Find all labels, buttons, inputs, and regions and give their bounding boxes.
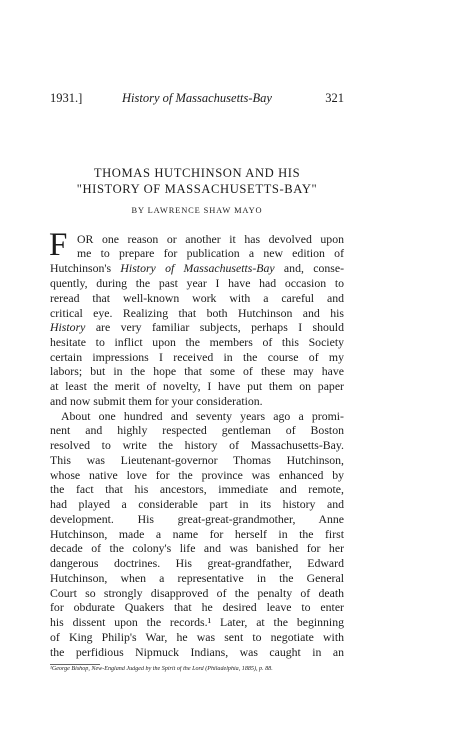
- text-line: his dissent upon the records.¹ Later, at the beginning: [50, 615, 344, 629]
- text-line: This was Lieutenant-governor Thomas Hutchinson,: [50, 453, 344, 467]
- text-line: dangerous doctrines. His great-grandfather, Edward: [50, 556, 344, 570]
- text-line: reread that well-known work with a careful and: [50, 291, 344, 305]
- text-line: Hutchinson, when a representative in the General: [50, 571, 344, 585]
- text-line: certain impressions I received in the course of my: [50, 350, 344, 364]
- text-line: critical eye. Realizing that both Hutchinson and his: [50, 306, 344, 320]
- running-head: [50, 91, 344, 109]
- text-line: labors; but in the hope that some of these may have: [50, 364, 344, 378]
- author-byline: BY LAWRENCE SHAW MAYO: [131, 206, 263, 215]
- text-line: the perfidious Nipmuck Indians, was caught in an: [50, 645, 344, 659]
- text-line: of King Philip's War, he was sent to negotiate with: [50, 630, 344, 644]
- text-line: whose native love for the province was enhanced by: [50, 468, 344, 482]
- text-line: History are very familiar subjects, perhaps I should: [50, 320, 344, 334]
- text-line: Hutchinson, made a name for herself in the first: [50, 527, 344, 541]
- footnote: ¹George Bishop, New-England Judged by the Spirit of the Lord (Philadelphia, 1885), p. 88.: [50, 666, 273, 672]
- page-number: 321: [325, 91, 344, 105]
- text-line: for obdurate Quakers that he desired leave to enter: [50, 600, 344, 614]
- text-line: me to prepare for publication a new edition of: [77, 246, 344, 260]
- text-line: resolved to write the history of Massachusetts-Bay.: [50, 438, 344, 452]
- article-title-line-1: THOMAS HUTCHINSON AND HIS: [93, 166, 301, 180]
- running-head-year: 1931.]: [50, 91, 83, 105]
- article-title-line-2: "HISTORY OF MASSACHUSETTS-BAY": [76, 182, 318, 196]
- text-line: Hutchinson's History of Massachusetts-Bay and, conse-: [50, 261, 344, 275]
- text-line: decade of the colony's life and was banished for her: [50, 541, 344, 555]
- drop-cap: F: [49, 227, 68, 263]
- text-line: development. His great-great-grandmother, Anne: [50, 512, 344, 526]
- text-line: About one hundred and seventy years ago a promi-: [61, 409, 344, 423]
- text-line: OR one reason or another it has devolved upon: [77, 232, 344, 246]
- text-line: hesitate to inflict upon the members of this Society: [50, 335, 344, 349]
- text-line: nent and highly respected gentleman of Boston: [50, 423, 344, 437]
- text-line: quently, during the past year I have had occasion to: [50, 276, 344, 290]
- text-line: and now submit them for your consideration.: [50, 394, 263, 408]
- text-line: the fact that his ancestors, immediate and remote,: [50, 482, 344, 496]
- text-line: Court so strongly disapproved of the penalty of death: [50, 586, 344, 600]
- footnote-rule: [50, 664, 100, 665]
- running-head-journal: History of Massachusetts-Bay: [122, 91, 272, 105]
- text-line: at least the merit of novelty, I have put them on paper: [50, 379, 344, 393]
- text-line: had played a considerable part in its history and: [50, 497, 344, 511]
